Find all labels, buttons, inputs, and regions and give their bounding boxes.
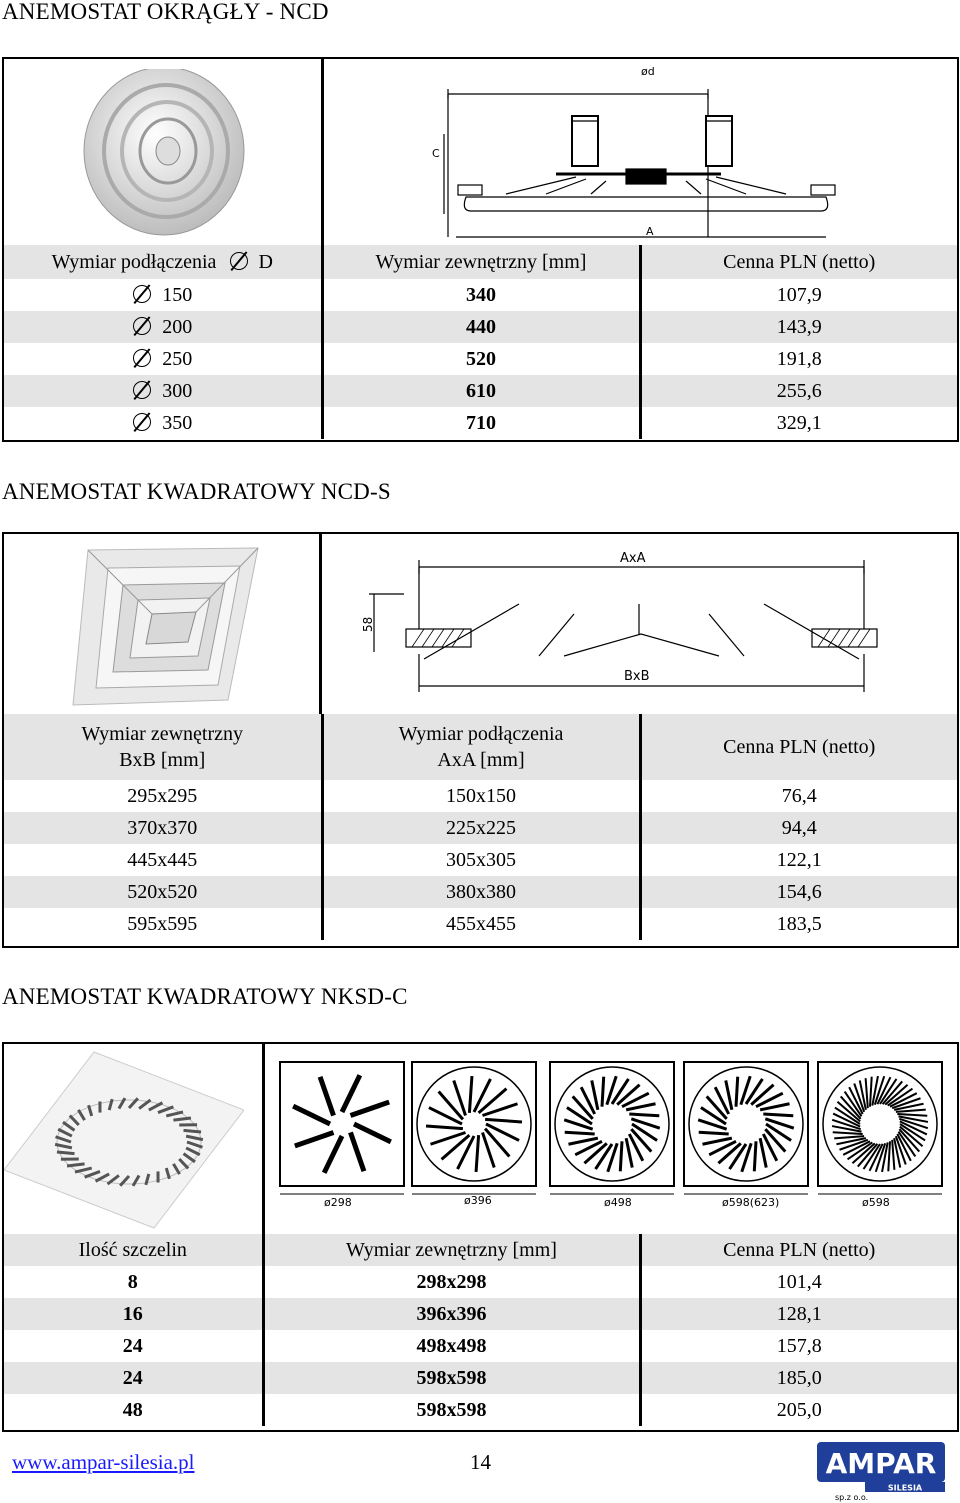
slot-mark [626,1138,632,1167]
slot-mark [592,1080,598,1109]
table-row: 295x295 150x150 76,4 [4,780,957,812]
table-row: 370x370 225x225 94,4 [4,812,957,844]
diagram-label-a: A [646,225,654,238]
table-header [4,245,957,279]
slot-mark [833,1132,863,1134]
slot-mark [486,1124,519,1140]
ncd-price-table [4,245,957,439]
column-divider [262,1044,265,1234]
logo-subtext: SILESIA [887,1483,923,1493]
table-row: 48 598x598 205,0 [4,1394,957,1426]
slot-mark [476,1135,479,1172]
logo-text: AMPAR [825,1447,937,1480]
variant-frame [684,1062,808,1186]
slot-mark [184,1130,202,1132]
variant-label: ø298 [324,1196,352,1209]
image-row [4,59,957,247]
round-diffuser-photo [74,69,324,253]
header-outer: Wymiar zewnętrzny [mm] [263,1234,640,1266]
variant-label: ø498 [604,1196,632,1209]
table-row: 445x445 305x305 122,1 [4,844,957,876]
header-connection: Wymiar podłączenia D [4,245,322,279]
slot-mark [718,1143,740,1163]
nksd-c-variants-drawing [274,1044,954,1230]
logo-company: sp.z o.o. [835,1493,869,1502]
slot-mark [702,1138,731,1144]
slot-mark [295,1132,334,1145]
slot-mark [485,1119,522,1122]
header-outer: Wymiar zewnętrzny [mm] [322,245,640,279]
slot-mark [892,1140,894,1170]
diameter-icon [229,251,249,271]
slot-mark [620,1141,622,1171]
table-row: 150 340 107,9 [4,279,957,311]
variant-frame [412,1062,536,1186]
ncd-s-section [2,532,959,948]
slot-mark [474,1079,490,1112]
image-row [4,534,957,716]
slot-mark [866,1078,868,1108]
slot-mark [751,1085,773,1105]
diagram-label-58: 58 [361,616,375,632]
slot-mark [763,1114,793,1116]
slot-mark [760,1104,789,1110]
variant-circle [823,1067,937,1181]
ncd-section [2,57,959,442]
slot-mark [870,1077,872,1107]
ampar-logo [815,1440,947,1502]
column-divider [321,59,324,245]
table-header [4,714,957,780]
table-row: 520x520 380x380 154,6 [4,876,957,908]
header-price: Cenna PLN (netto) [640,1234,957,1266]
table-row: 8 298x298 101,4 [4,1266,957,1298]
table-row: 300 610 255,6 [4,375,957,407]
slot-mark [765,1129,785,1151]
column-divider [319,534,322,714]
slot-mark [320,1077,333,1116]
slot-mark [293,1106,330,1124]
table-row: 200 440 143,9 [4,311,957,343]
variant-label: ø598 [862,1196,890,1209]
variant-frame [818,1062,942,1186]
table-row: 250 520 191,8 [4,343,957,375]
slot-mark [754,1141,756,1171]
slot-mark [350,1102,389,1115]
variant-frame [550,1062,674,1186]
diameter-icon [132,316,152,336]
slot-mark [707,1096,727,1118]
variant-circle [417,1067,531,1181]
slot-mark [354,1124,391,1142]
ncd-technical-drawing [326,59,956,245]
table-row: 16 396x396 128,1 [4,1298,957,1330]
slot-mark [573,1096,593,1118]
ncd-s-technical-drawing [324,534,954,714]
slot-mark [699,1132,729,1134]
table-header [4,1234,957,1266]
slot-mark [350,1132,363,1171]
slot-mark [631,1129,651,1151]
square-diffuser-photo [68,540,268,710]
header-connection: Wymiar podłączenia AxA [mm] [322,714,640,780]
variant-circle [689,1067,803,1181]
slot-mark [429,1108,462,1124]
slot-mark [568,1138,597,1144]
slot-mark [760,1138,766,1167]
header-outer: Wymiar zewnętrzny BxB [mm] [4,714,322,780]
table-row: 595x595 455x455 183,5 [4,908,957,940]
slot-mark [617,1085,639,1105]
swirl-diffuser-photo [4,1050,244,1230]
slot-mark [57,1152,75,1154]
diagram-label-axa: AxA [620,551,646,566]
variant-frame [280,1062,404,1186]
slot-mark [584,1143,606,1163]
slot-mark [834,1136,864,1138]
slot-mark [602,1077,604,1107]
slot-mark [896,1110,926,1112]
slot-mark [426,1126,463,1129]
section-title: ANEMOSTAT OKRĄGŁY - NCD [2,0,329,24]
slot-mark [324,1136,342,1173]
table-row: 24 498x498 157,8 [4,1330,957,1362]
diagram-label-bxb: BxB [624,669,650,684]
slot-mark [629,1114,659,1116]
diameter-icon [132,348,152,368]
table-row: 24 598x598 185,0 [4,1362,957,1394]
diameter-icon [132,380,152,400]
slot-mark [342,1075,360,1112]
slot-mark [736,1077,738,1107]
diameter-icon [132,284,152,304]
slot-mark [565,1132,595,1134]
image-row [4,1044,957,1236]
diameter-icon [132,412,152,432]
header-slots: Ilość szczelin [4,1234,263,1266]
slot-mark [469,1076,472,1113]
website-link[interactable]: www.ampar-silesia.pl [12,1450,195,1474]
page-number: 14 [470,1450,491,1474]
section-title: ANEMOSTAT KWADRATOWY NKSD-C [2,984,408,1009]
slot-mark [458,1136,474,1169]
section-title: ANEMOSTAT KWADRATOWY NCD-S [2,479,391,504]
diagram-label-c: C [432,147,440,160]
ncd-s-price-table [4,714,957,940]
header-price: Cenna PLN (netto) [640,245,957,279]
variant-circle [555,1067,669,1181]
variant-label: ø598(623) [722,1196,780,1209]
slot-mark [897,1114,927,1116]
slot-mark [888,1141,890,1171]
slot-mark [626,1104,655,1110]
diagram-label-d: ød [641,65,655,78]
header-price: Cenna PLN (netto) [640,714,957,780]
variant-label: ø396 [464,1194,492,1207]
slot-mark [726,1080,732,1109]
nksd-c-price-table [4,1234,957,1426]
nksd-c-section [2,1042,959,1432]
table-row: 350 710 329,1 [4,407,957,439]
